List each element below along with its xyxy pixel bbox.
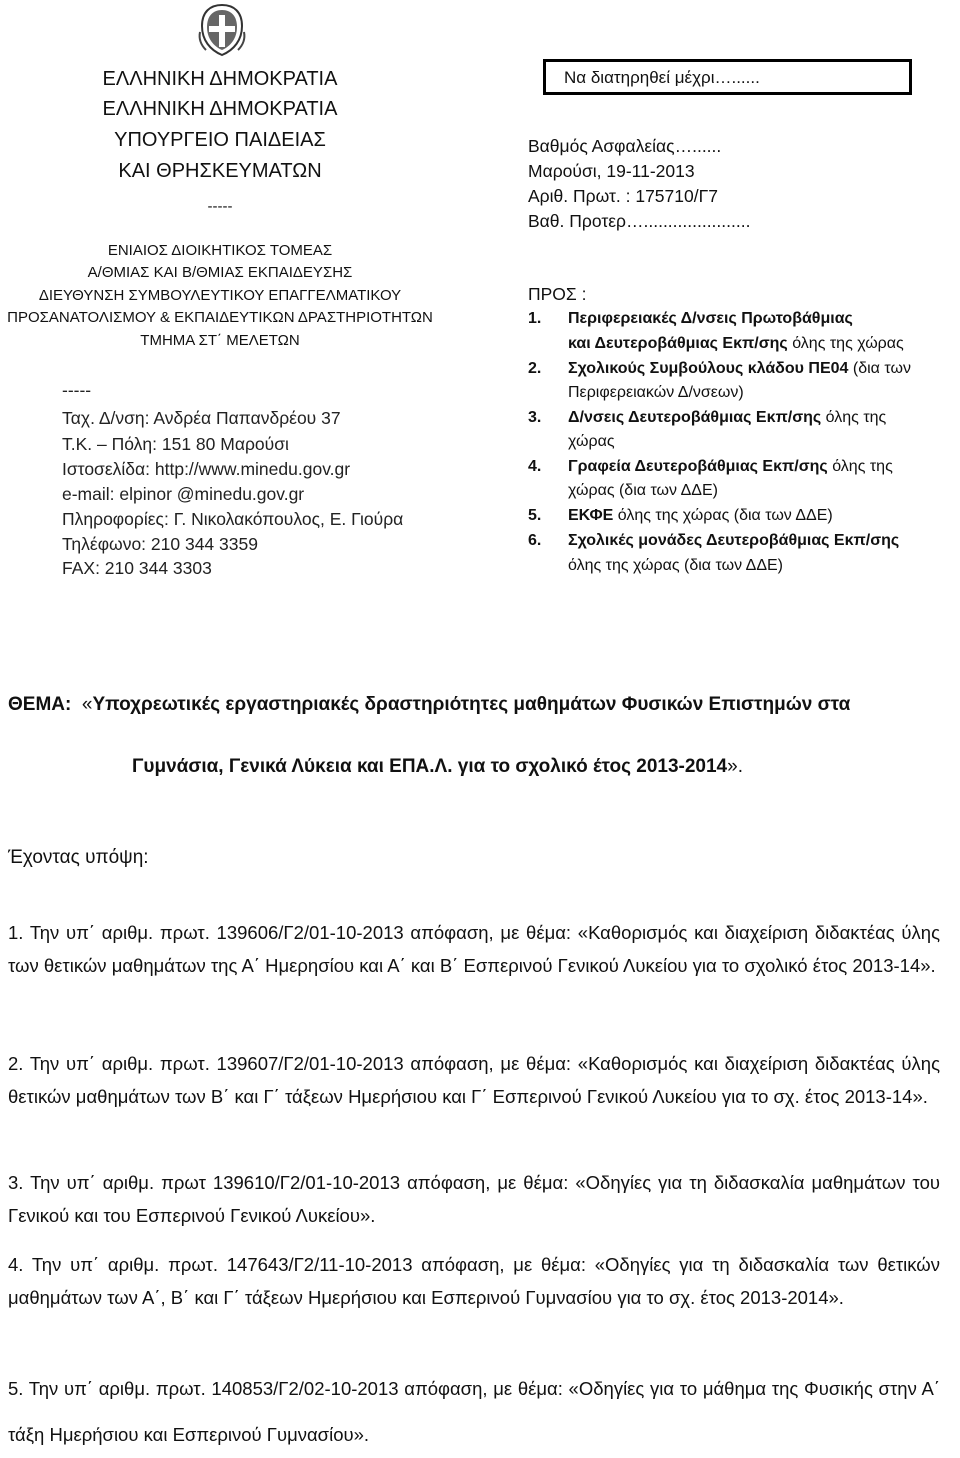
recipient-number: 5. (528, 507, 542, 524)
recipient-line: και Δευτεροβάθμιας Εκπ/σης όλης της χώρας (568, 335, 904, 352)
date-place: Μαρούσι, 19-11-2013 (528, 161, 695, 181)
subject-line-1: ΘΕΜΑ: «Υποχρεωτικές εργαστηριακές δραστηριότητες μαθημάτων Φυσικών Επιστημών στα (8, 694, 851, 715)
recipient-line: Γραφεία Δευτεροβάθμιας Εκπ/σης όλης της (568, 458, 893, 475)
retention-text: Να διατηρηθεί μέχρι…...... (564, 68, 760, 87)
country-name-repeat: ΕΛΛΗΝΙΚΗ ΔΗΜΟΚΡΑΤΙΑ (102, 98, 338, 120)
recipient-number: 6. (528, 532, 542, 549)
recipient-line: Σχολικούς Συμβούλους κλάδου ΠΕ04 (δια των (568, 360, 911, 377)
recipient-number: 4. (528, 458, 542, 475)
dept-line: ΔΙΕΥΘΥΝΣΗ ΣΥΜΒΟΥΛΕΥΤΙΚΟΥ ΕΠΑΓΓΕΛΜΑΤΙΚΟΥ (38, 287, 402, 304)
dept-line: ΤΜΗΜΑ ΣΤ΄ ΜΕΛΕΤΩΝ (140, 332, 300, 349)
recipient-line: Σχολικές μονάδες Δευτεροβάθμιας Εκπ/σης (568, 532, 900, 549)
contact-address: Ταχ. Δ/νση: Ανδρέα Παπανδρέου 37 (62, 408, 341, 428)
priority: Βαθ. Προτερ…...................... (528, 211, 751, 231)
separator: ----- (207, 198, 233, 215)
ministry-line-1: ΥΠΟΥΡΓΕΙΟ ΠΑΙΔΕΙΑΣ (114, 129, 326, 151)
separator: ----- (62, 380, 92, 400)
reference-item-2: 2. Την υπ΄ αριθμ. πρωτ. 139607/Γ2/01-10-2013 απόφαση, με θέμα: «Καθορισμός και διαχείριση διδακτέας ύλης θετικών μαθημάτων των Β΄ και Γ΄ τάξεων Ημερήσιου και Γ΄ Εσπερινού Γενικού Λυκείου για το σχ. έτος 2013-14». (8, 1053, 940, 1107)
reference-item-3: 3. Την υπ΄ αριθμ. πρωτ 139610/Γ2/01-10-2013 απόφαση, με θέμα: «Οδηγίες για τη διδασκαλία μαθημάτων του Γενικού και του Εσπερινού Γενικού Λυκείου». (8, 1172, 940, 1226)
recipient-line: χώρας (δια των ΔΔΕ) (568, 482, 718, 499)
considering-heading: Έχοντας υπόψη: (8, 847, 149, 868)
greek-coat-of-arms-icon (196, 2, 248, 58)
subject-label: ΘΕΜΑ: (8, 694, 72, 715)
contact-website: Ιστοσελίδα: http://www.minedu.gov.gr (62, 459, 351, 479)
reference-item-4: 4. Την υπ΄ αριθμ. πρωτ. 147643/Γ2/11-10-2013 απόφαση, με θέμα: «Οδηγίες για τη διδασκαλία των θετικών μαθημάτων των Α΄, Β΄ και Γ΄ τάξεων Ημερήσιου και Εσπερινού Γυμνασίου για το σχ. έτος 2013-2014». (8, 1254, 940, 1308)
protocol-number: Αριθ. Πρωτ. : 175710/Γ7 (528, 186, 718, 206)
dept-line: ΕΝΙΑΙΟΣ ΔΙΟΙΚΗΤΙΚΟΣ ΤΟΜΕΑΣ (107, 242, 333, 259)
contact-email: e-mail: elpinor @minedu.gov.gr (62, 484, 305, 504)
dept-line: ΠΡΟΣΑΝΑΤΟΛΙΣΜΟΥ & ΕΚΠΑΙΔΕΥΤΙΚΩΝ ΔΡΑΣΤΗΡΙΟΤΗΤΩΝ (7, 309, 433, 326)
recipient-number: 3. (528, 409, 542, 426)
recipient-line: χώρας (568, 433, 615, 450)
recipient-line: Περιφερειακές Δ/νσεις Πρωτοβάθμιας (568, 310, 853, 327)
security-level: Βαθμός Ασφαλείας…...... (528, 136, 722, 156)
recipient-line: Δ/νσεις Δευτεροβάθμιας Εκπ/σης όλης της (568, 409, 887, 426)
contact-fax: FAX: 210 344 3303 (62, 558, 212, 578)
recipient-line: όλης της χώρας (δια των ΔΔΕ) (568, 557, 783, 574)
subject-title: Υποχρεωτικές εργαστηριακές δραστηριότητες μαθημάτων Φυσικών Επιστημών στα (92, 694, 851, 715)
recipient-number: 2. (528, 360, 542, 377)
reference-item-5: 5. Την υπ΄ αριθμ. πρωτ. 140853/Γ2/02-10-2013 απόφαση, με θέμα: «Οδηγίες για το μάθημα της Φυσικής στην Α΄ τάξη Ημερήσιου και Εσπερινού Γυμνασίου». (8, 1378, 940, 1445)
country-name: ΕΛΛΗΝΙΚΗ ΔΗΜΟΚΡΑΤΙΑ (102, 68, 338, 90)
retention-box (543, 59, 912, 95)
recipient-line: Περιφερειακών Δ/νσεων) (568, 384, 744, 401)
ministry-line-2: ΚΑΙ ΘΡΗΣΚΕΥΜΑΤΩΝ (118, 160, 322, 182)
reference-item-1: 1. Την υπ΄ αριθμ. πρωτ. 139606/Γ2/01-10-2013 απόφαση, με θέμα: «Καθορισμός και διαχείριση διδακτέας ύλης των θετικών μαθημάτων της Α΄ Ημερησίου και Α΄ και Β΄ Εσπερινού Γενικού Λυκείου για το σχολικό έτος 2013-14». (8, 922, 940, 976)
recipient-number: 1. (528, 310, 542, 327)
dept-line: Α/ΘΜΙΑΣ ΚΑΙ Β/ΘΜΙΑΣ ΕΚΠΑΙΔΕΥΣΗΣ (87, 264, 353, 281)
contact-phone: Τηλέφωνο: 210 344 3359 (62, 534, 258, 554)
recipient-line: ΕΚΦΕ όλης της χώρας (δια των ΔΔΕ) (568, 507, 833, 524)
contact-postcode: Τ.Κ. – Πόλη: 151 80 Μαρούσι (62, 434, 289, 454)
contact-info: Πληροφορίες: Γ. Νικολακόπουλος, Ε. Γιούρα (62, 509, 404, 529)
to-label: ΠΡΟΣ : (528, 284, 587, 304)
subject-line-2: Γυμνάσια, Γενικά Λύκεια και ΕΠΑ.Λ. για το σχολικό έτος 2013-2014». (132, 756, 743, 777)
